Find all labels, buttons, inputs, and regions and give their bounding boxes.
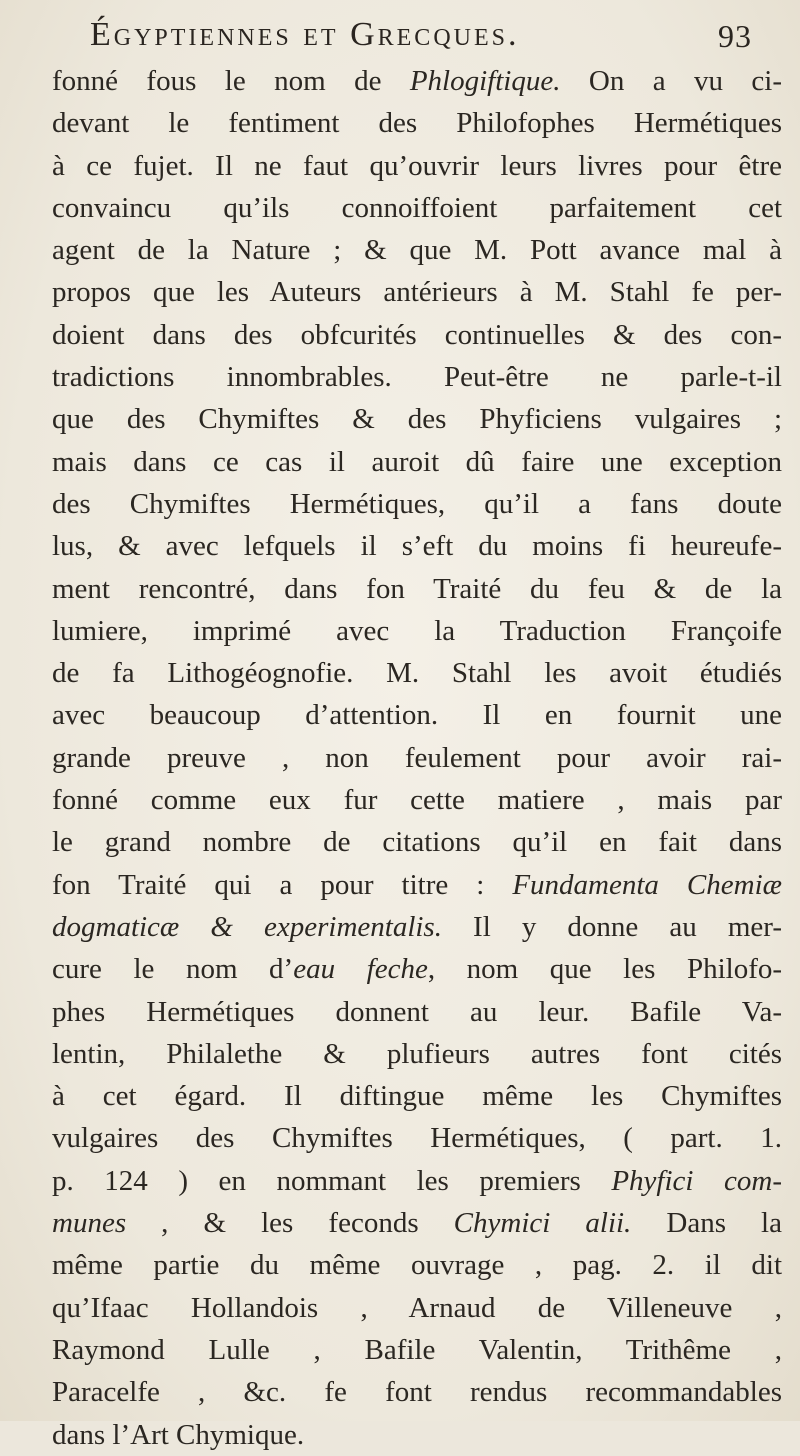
- text-line: [52, 271, 782, 313]
- text-line: [52, 1287, 782, 1329]
- text-segment: convaincu qu’ils connoiffoient parfaitement cet: [52, 191, 782, 224]
- italic-text: Phlogiftique.: [409, 65, 561, 97]
- text-line: [52, 864, 782, 906]
- text-line: [52, 1414, 782, 1456]
- text-segment: Paracelfe , &c. fe font rendus recommandables: [52, 1376, 782, 1409]
- text-line: [52, 102, 782, 144]
- text-line: [52, 779, 782, 821]
- text-segment: , nom que les Philofo-: [427, 953, 783, 986]
- text-segment: fonné fous le nom de: [52, 65, 410, 97]
- text-segment: agent de la Nature ; & que M. Pott avance mal à: [52, 234, 782, 267]
- text-segment: que des Chymiftes & des Phyficiens vulgaires ;: [52, 403, 782, 436]
- text-segment: lentin, Philalethe & plufieurs autres font cités: [52, 1037, 782, 1070]
- text-line: [52, 145, 782, 187]
- text-line: [52, 906, 782, 948]
- text-line: [52, 1160, 782, 1202]
- text-line: [52, 1371, 782, 1413]
- text-segment: cure le nom d’: [52, 953, 294, 986]
- text-line: [52, 60, 782, 102]
- italic-text: dogmaticæ & experimentalis.: [52, 910, 442, 943]
- text-line: [52, 314, 782, 356]
- text-segment: dans l’Art Chymique.: [52, 1418, 305, 1451]
- text-line: [52, 1202, 782, 1244]
- text-line: [52, 1117, 782, 1159]
- text-segment: grande preuve , non feulement pour avoir rai-: [52, 741, 782, 774]
- text-line: [52, 1075, 782, 1117]
- text-line: [52, 1033, 782, 1075]
- text-line: [52, 398, 782, 440]
- body-text: [52, 60, 782, 1456]
- text-segment: Dans la: [631, 1207, 782, 1240]
- text-line: [52, 737, 782, 779]
- text-segment: vulgaires des Chymiftes Hermétiques, ( part. 1.: [52, 1122, 782, 1155]
- text-line: [52, 1244, 782, 1286]
- text-segment: Raymond Lulle , Bafile Valentin, Trithême ,: [52, 1333, 782, 1366]
- text-segment: de fa Lithogéognofie. M. Stahl les avoit étudiés: [52, 657, 782, 690]
- running-title: Égyptiennes et Grecques.: [90, 16, 520, 53]
- text-line: [52, 1329, 782, 1371]
- text-segment: phes Hermétiques donnent au leur. Bafile Va-: [52, 995, 782, 1028]
- text-segment: qu’Ifaac Hollandois , Arnaud de Villeneuve ,: [52, 1291, 782, 1324]
- text-segment: p. 124 ) en nommant les premiers: [52, 1164, 612, 1197]
- text-line: [52, 694, 782, 736]
- italic-text: Chymici alii.: [453, 1207, 632, 1240]
- text-line: [52, 229, 782, 271]
- text-segment: avec beaucoup d’attention. Il en fournit une: [52, 699, 782, 732]
- text-segment: devant le fentiment des Philofophes Hermétiques: [52, 107, 782, 140]
- text-segment: doient dans des obfcurités continuelles & des con-: [52, 318, 782, 351]
- text-segment: , & les feconds: [126, 1207, 454, 1240]
- text-segment: Il y donne au mer-: [441, 910, 782, 943]
- text-segment: propos que les Auteurs antérieurs à M. Stahl fe per-: [52, 276, 782, 309]
- text-segment: à cet égard. Il diftingue même les Chymiftes: [52, 1080, 782, 1113]
- text-line: [52, 441, 782, 483]
- text-segment: tradictions innombrables. Peut-être ne parle-t-il: [52, 361, 782, 394]
- text-segment: On a vu ci-: [560, 65, 782, 97]
- page-number: 93: [718, 18, 752, 54]
- text-segment: le grand nombre de citations qu’il en fait dans: [52, 826, 782, 859]
- text-segment: ment rencontré, dans fon Traité du feu & de la: [52, 572, 782, 605]
- italic-text: munes: [52, 1207, 127, 1240]
- text-line: [52, 821, 782, 863]
- text-segment: mais dans ce cas il auroit dû faire une exception: [52, 445, 782, 478]
- text-line: [52, 568, 782, 610]
- text-segment: fonné comme eux fur cette matiere , mais par: [52, 784, 782, 817]
- italic-text: Phyfici com-: [611, 1164, 782, 1197]
- text-segment: même partie du même ouvrage , pag. 2. il dit: [52, 1249, 782, 1282]
- text-line: [52, 356, 782, 398]
- italic-text: Fundamenta Chemiæ: [512, 868, 782, 901]
- running-head: [0, 12, 800, 58]
- text-line: [52, 991, 782, 1033]
- italic-text: eau feche: [293, 953, 428, 986]
- text-line: [52, 483, 782, 525]
- text-line: [52, 610, 782, 652]
- text-segment: des Chymiftes Hermétiques, qu’il a fans doute: [52, 487, 782, 520]
- text-line: [52, 948, 782, 990]
- text-segment: lus, & avec lefquels il s’eft du moins fi heureufe-: [52, 530, 782, 563]
- text-segment: à ce fujet. Il ne faut qu’ouvrir leurs livres pour être: [52, 149, 782, 182]
- text-segment: fon Traité qui a pour titre :: [52, 868, 513, 901]
- text-line: [52, 187, 782, 229]
- text-line: [52, 525, 782, 567]
- text-line: [52, 652, 782, 694]
- text-segment: lumiere, imprimé avec la Traduction Françoife: [52, 614, 782, 647]
